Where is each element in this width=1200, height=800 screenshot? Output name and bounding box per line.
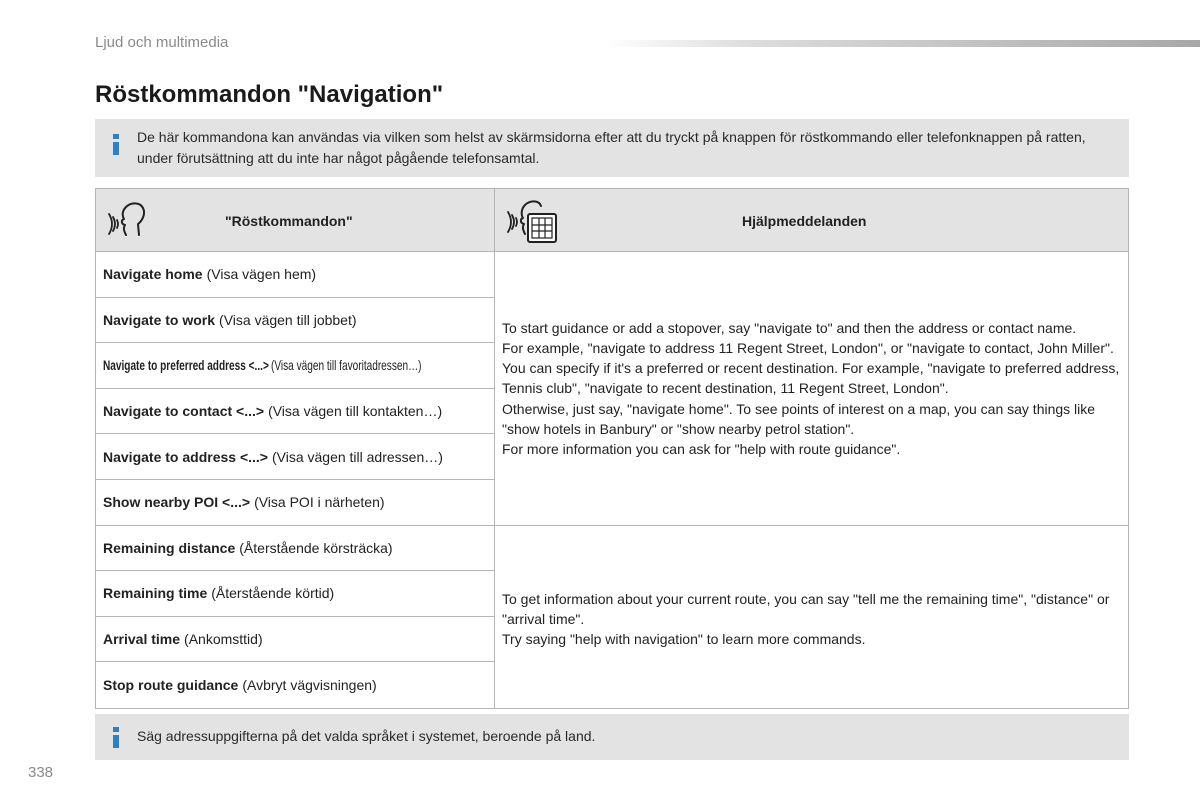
table-row [96, 298, 495, 344]
command-name: Navigate to work [103, 311, 216, 328]
header-commands-label: "Röstkommandon" [225, 213, 353, 229]
top-info-text: De här kommandona kan användas via vilken som helst av skärmsidorna efter att du tryckt på knappen för röstkommando eller telefonknappen på ratten, under förutsättning att du inte har något pågående telefonsamtal. [137, 129, 1086, 166]
command-name: Arrival time [103, 631, 181, 648]
table-row [96, 571, 495, 617]
command-translation: (Visa vägen till jobbet) [219, 311, 357, 328]
command-name: Navigate to contact <...> [103, 403, 265, 420]
bottom-info-note [95, 714, 1129, 760]
help-paragraph: Otherwise, just say, "navigate home". To see points of interest on a map, you can say things like "show hotels in Banbury" or "show nearby petrol station". [502, 400, 1096, 437]
table-row [96, 252, 495, 298]
help-paragraph: Try saying "help with navigation" to learn more commands. [502, 631, 866, 648]
header-cell-help [495, 189, 1128, 252]
voice-screen-icon [503, 196, 559, 251]
bottom-info-text: Säg adressuppgifterna på det valda språket i systemet, beroende på land. [137, 728, 596, 744]
command-translation: (Visa POI i närheten) [254, 494, 385, 511]
page-number: 338 [28, 764, 54, 781]
help-paragraph: You can specify if it's a preferred or recent destination. For example, "navigate to preferred address, Tennis club", "navigate to recent destination, 11 Regent Street, London". [502, 360, 1120, 397]
section-title: Ljud och multimedia [95, 34, 229, 51]
table-row [96, 662, 495, 708]
voice-command-table [95, 188, 1129, 709]
command-name: Remaining distance [103, 539, 236, 556]
table-row [96, 526, 495, 572]
help-paragraph: To get information about your current route, you can say "tell me the remaining time", "distance" or "arrival time". [502, 590, 1110, 627]
table-row [96, 480, 495, 526]
command-name: Navigate home [103, 266, 203, 283]
info-icon [113, 727, 119, 748]
command-translation: (Visa vägen till kontakten…) [268, 403, 443, 420]
command-translation: (Ankomsttid) [184, 631, 263, 648]
command-translation: (Visa vägen till adressen…) [271, 448, 443, 465]
top-info-note [95, 119, 1129, 177]
page-heading: Röstkommandon "Navigation" [95, 81, 444, 108]
table-row [96, 617, 495, 663]
table-row [96, 434, 495, 480]
help-message-route-info [495, 526, 1128, 708]
help-message-guidance [495, 252, 1128, 526]
info-icon [113, 134, 119, 155]
table-row [96, 389, 495, 435]
command-column [96, 252, 495, 708]
help-paragraph: To start guidance or add a stopover, say "navigate to" and then the address or contact name. [502, 319, 1077, 336]
command-name: Navigate to address <...> [103, 448, 268, 465]
command-name: Navigate to preferred address <...> [103, 357, 269, 374]
voice-head-icon [105, 201, 149, 246]
command-name: Show nearby POI <...> [103, 494, 251, 511]
command-translation: (Visa vägen till favoritadressen…) [270, 357, 422, 374]
header-gradient-bar [605, 40, 1200, 47]
command-translation: (Visa vägen hem) [206, 266, 317, 283]
command-name: Remaining time [103, 585, 208, 602]
command-translation: (Återstående körsträcka) [239, 539, 393, 556]
help-paragraph: For more information you can ask for "help with route guidance". [502, 441, 901, 457]
command-translation: (Avbryt vägvisningen) [242, 677, 377, 694]
command-name: Stop route guidance [103, 677, 239, 694]
header-cell-commands [96, 189, 495, 252]
table-row [96, 343, 495, 389]
help-paragraph: For example, "navigate to address 11 Regent Street, London", or "navigate to contact, John Miller". [502, 339, 1114, 356]
header-help-label: Hjälpmeddelanden [742, 213, 867, 229]
command-translation: (Återstående körtid) [211, 585, 335, 602]
